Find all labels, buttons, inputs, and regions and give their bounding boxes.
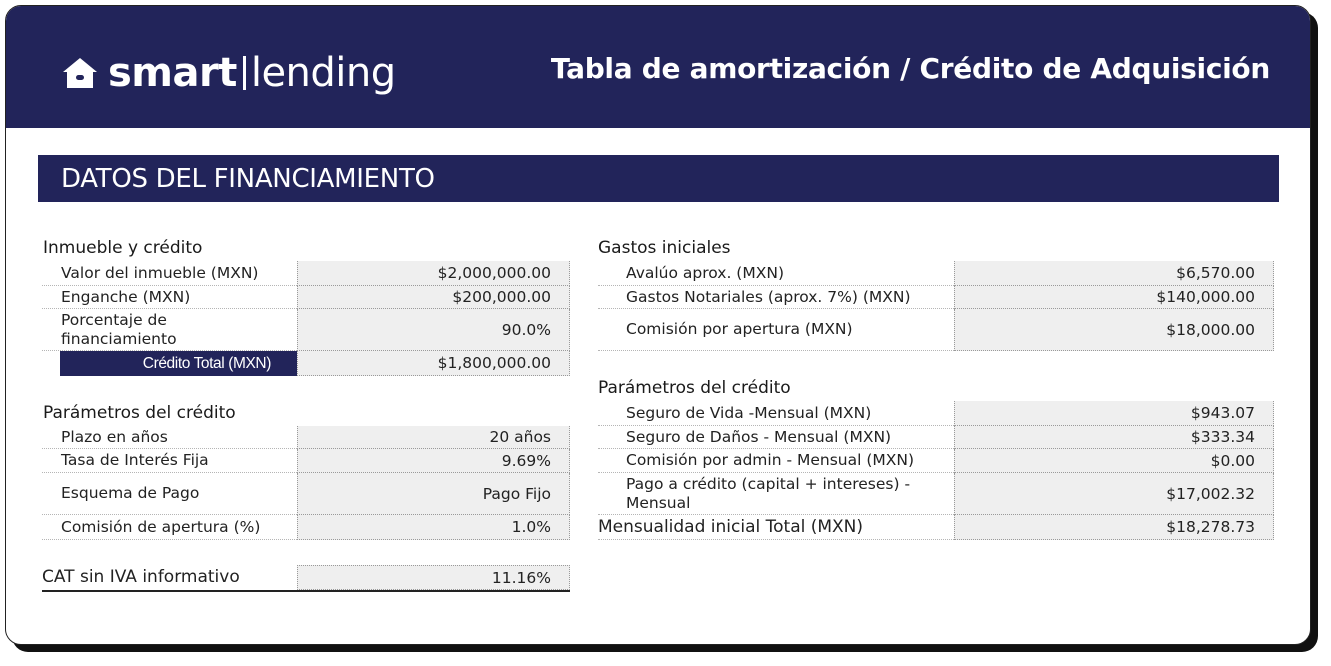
table-row [598,401,1274,426]
row-label: Tasa de Interés Fija [42,449,297,473]
cat-row [42,565,570,590]
row-value: $6,570.00 [954,261,1274,286]
credito-total-value: $1,800,000.00 [297,351,570,376]
cat-underline [42,590,570,592]
table-row [598,309,1274,351]
row-label: Comisión por apertura (MXN) [598,309,954,351]
row-value: $943.07 [954,401,1274,426]
row-value: 1.0% [297,515,570,540]
total-row [598,515,1274,540]
row-label: Seguro de Vida -Mensual (MXN) [598,401,954,426]
header-bar [6,6,1310,128]
row-label: Gastos Notariales (aprox. 7%) (MXN) [598,286,954,309]
section-band [38,155,1279,202]
parametros-der-title: Parámetros del crédito [598,378,791,398]
table-row [42,449,570,473]
row-label: Comisión por admin - Mensual (MXN) [598,449,954,473]
row-value: $140,000.00 [954,286,1274,309]
table-row [598,286,1274,309]
row-value: Pago Fijo [297,473,570,515]
row-label: Enganche (MXN) [42,286,297,309]
table-row [598,261,1274,286]
house-icon [62,57,98,89]
table-row [598,473,1274,515]
row-value: $200,000.00 [297,286,570,309]
row-label: Comisión de apertura (%) [42,515,297,540]
gastos-title: Gastos iniciales [598,238,731,258]
total-label: Mensualidad inicial Total (MXN) [598,515,954,540]
row-label: Seguro de Daños - Mensual (MXN) [598,426,954,449]
cat-value: 11.16% [297,565,570,590]
table-row [42,473,570,515]
row-label: Porcentaje de financiamiento [42,309,297,351]
table-row [42,426,570,449]
parametros-izq-title: Parámetros del crédito [43,403,236,423]
total-value: $18,278.73 [954,515,1274,540]
row-label: Esquema de Pago [42,473,297,515]
table-row [42,261,570,286]
table-row-highlight [42,351,570,376]
row-label: Avalúo aprox. (MXN) [598,261,954,286]
row-label: Plazo en años [42,426,297,449]
row-value: 90.0% [297,309,570,351]
row-value: 9.69% [297,449,570,473]
table-row [42,515,570,540]
row-value: $0.00 [954,449,1274,473]
table-row [598,426,1274,449]
cat-label: CAT sin IVA informativo [42,567,240,587]
brand-name-bold: smart [108,50,237,96]
table-row [42,286,570,309]
brand-separator [243,56,246,90]
row-value: $2,000,000.00 [297,261,570,286]
row-value: $17,002.32 [954,473,1274,515]
document-title: Tabla de amortización / Crédito de Adquisición [550,52,1270,85]
brand-logo [62,50,396,96]
section-title: DATOS DEL FINANCIAMIENTO [61,164,435,194]
table-row [598,449,1274,473]
credito-total-label: Crédito Total (MXN) [60,351,297,376]
inmueble-title: Inmueble y crédito [43,238,203,258]
row-label: Pago a crédito (capital + intereses) - Mensual [598,473,954,515]
row-value: $18,000.00 [954,309,1274,351]
brand-name-light: lending [250,50,396,96]
row-value: 20 años [297,426,570,449]
table-row [42,309,570,351]
document-frame [5,5,1311,645]
row-label: Valor del inmueble (MXN) [42,261,297,286]
row-value: $333.34 [954,426,1274,449]
